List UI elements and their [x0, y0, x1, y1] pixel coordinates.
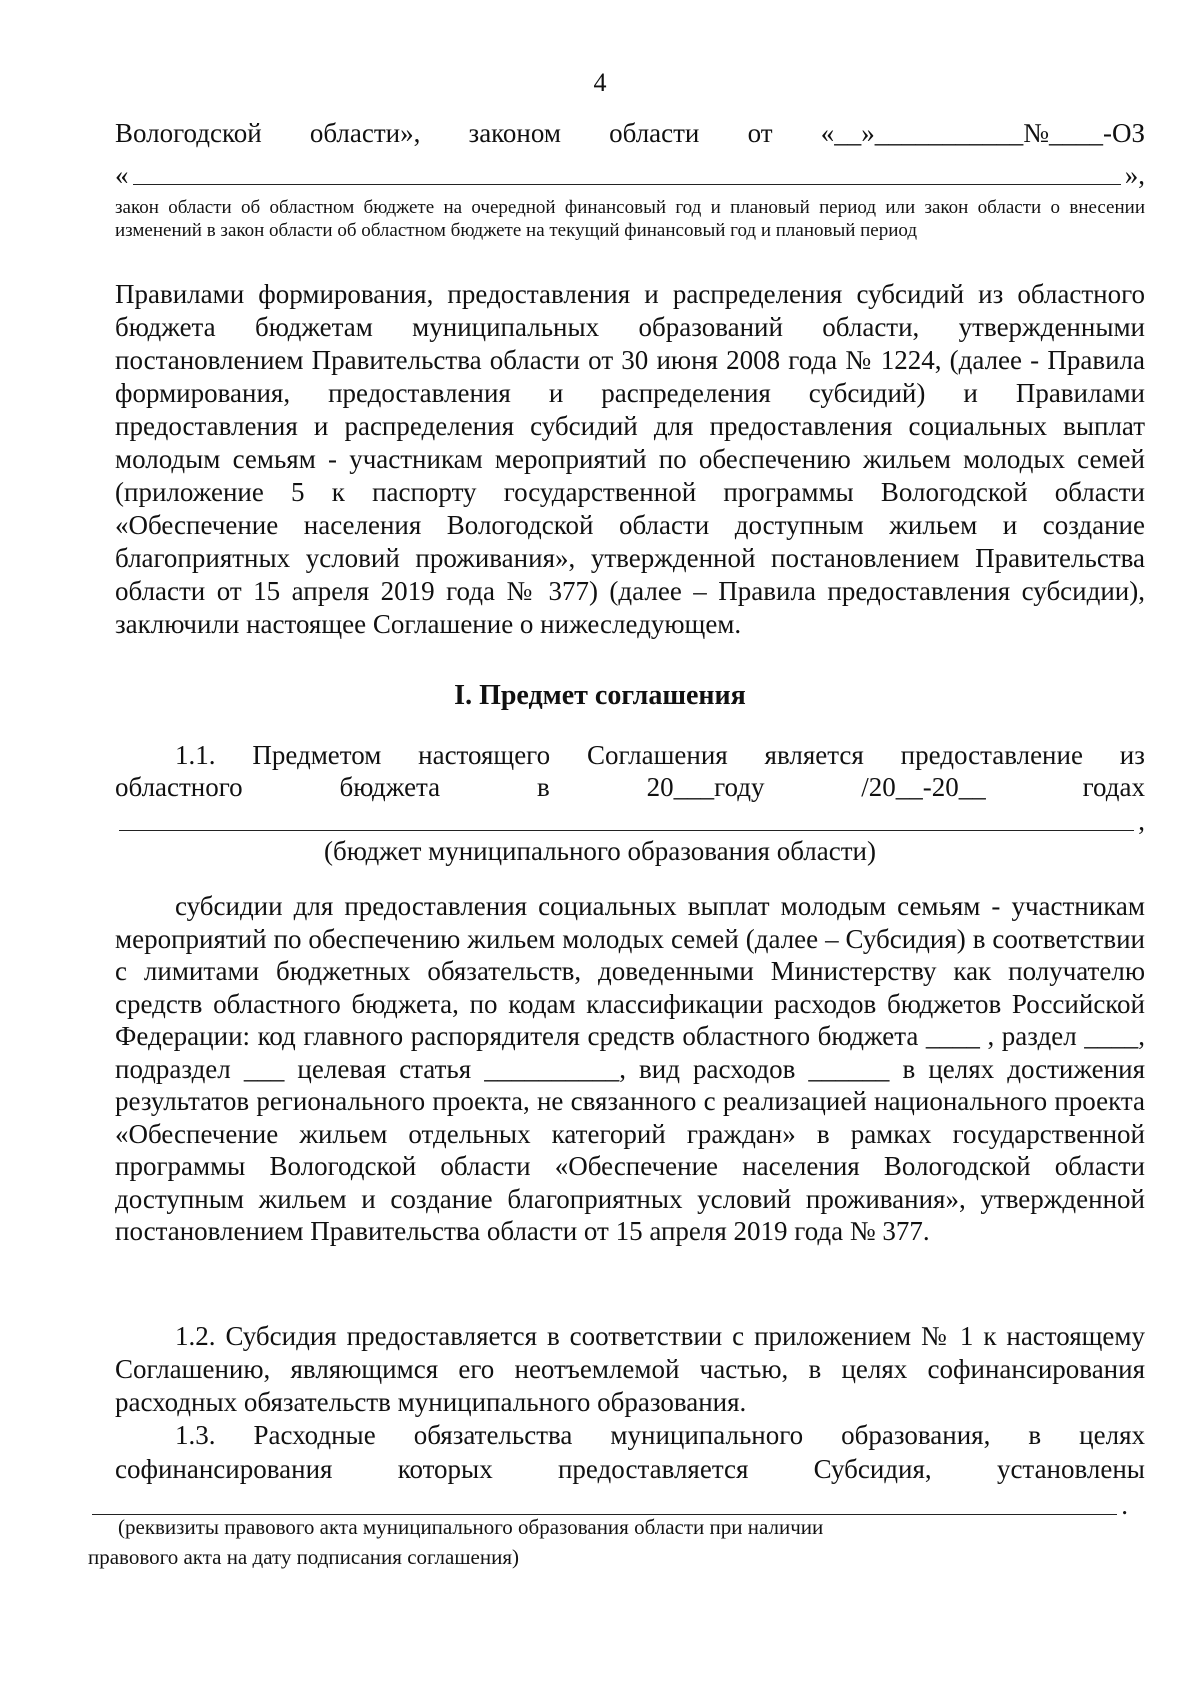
year-blank: 20___году: [646, 772, 765, 802]
law-number-blank: «__»___________№____-ОЗ: [820, 118, 1145, 148]
period: .: [1121, 1490, 1128, 1520]
word: установлены: [996, 1454, 1145, 1484]
word: софинансирования: [115, 1454, 333, 1484]
item-1-2: [115, 1320, 1145, 1419]
budget-law-note: закон области об областном бюджете на очередной финансовый год и плановый период или закон области о внесении изменений в закон области об областном бюджете на текущий финансовый год и плановый период: [115, 197, 1145, 241]
quote-open: «: [115, 160, 129, 190]
word: Предметом: [252, 740, 382, 770]
word: бюджета: [339, 772, 441, 802]
word: областного: [115, 772, 243, 802]
opening-line-1: [115, 118, 1145, 150]
municipal-budget-note: (бюджет муниципального образования области): [324, 836, 876, 866]
word: законом: [468, 118, 561, 148]
word: от: [747, 118, 773, 148]
subsidy-paragraph-text: субсидии для предоставления социальных выплат молодым семьям - участникам мероприятий по обеспечению жильем молодых семей (далее – Субсидия) в соответствии с лимитами бюджетных обязательств, доведенными Министерству как получателю средств областного бюджета, по кодам классификации расходов бюджетов Российской Федерации: код главного распорядителя средств областного бюджета ____ , раздел ____, подраздел ___ целевая статья __________, вид расходов ______ в целях достижения результатов регионального проекта, не связанного с реализацией национального проекта «Обеспечение жильем отдельных категорий граждан» в рамках государственной программы Вологодской области «Обеспечение населения Вологодской области доступным жильем и создание благоприятных условий проживания», утвержденной постановлением Правительства области от 15 апреля 2019 года № 377.: [115, 891, 1145, 1246]
legal-act-note-line-2: правового акта на дату подписания соглашения): [88, 1545, 519, 1569]
comma: ,: [1138, 806, 1145, 836]
page-number: 4: [593, 68, 607, 97]
item-1-1-line-3: [115, 806, 1145, 838]
word: области»,: [309, 118, 421, 148]
item-1-2-text: 1.2. Субсидия предоставляется в соответствии с приложением № 1 к настоящему Соглашению, являющимся его неотъемлемой частью, в целях софинансирования расходных обязательств муниципального образования.: [115, 1321, 1145, 1417]
word: является: [764, 740, 864, 770]
word: которых: [397, 1454, 493, 1484]
subsidy-paragraph: [115, 890, 1145, 1248]
legal-act-note-line-1: (реквизиты правового акта муниципального образования области при наличии: [118, 1515, 824, 1539]
item-1-3-line-1: 1.3. Расходные обязательства муниципального образования, в целях: [175, 1420, 1145, 1450]
blank-line: [133, 183, 1121, 185]
rules-paragraph: Правилами формирования, предоставления и распределения субсидий из областного бюджета бюджетам муниципальных образований области, утвержденными постановлением Правительства области от 30 июня 2008 года № 1224, (далее - Правила формирования, предоставления и распределения субсидий) и Правилами предоставления и распределения субсидий для предоставления социальных выплат молодым семьям - участникам мероприятий по обеспечению жильем молодых семей (приложение 5 к паспорту государственной программы Вологодской области «Обеспечение населения Вологодской области доступным жильем и создание благоприятных условий проживания», утвержденной постановлением Правительства области от 15 апреля 2019 года № 377) (далее – Правила предоставления субсидии), заключили настоящее Соглашение о нижеследующем.: [115, 279, 1145, 639]
word: настоящего: [418, 740, 551, 770]
item-1-1-line-2: [115, 772, 1145, 804]
item-1-3-line-2: [115, 1454, 1145, 1486]
word: в: [537, 772, 550, 802]
word: предоставляется: [557, 1454, 749, 1484]
word: Вологодской: [115, 118, 262, 148]
quote-close: »,: [1124, 160, 1145, 190]
section-heading: I. Предмет соглашения: [454, 680, 746, 711]
word: предоставление: [900, 740, 1083, 770]
word: области: [609, 118, 700, 148]
years-blank: /20__-20__: [861, 772, 986, 802]
word: Субсидия,: [813, 1454, 932, 1484]
blank-line: [119, 829, 1134, 831]
opening-line-2: [115, 160, 1145, 192]
word: годах: [1082, 772, 1145, 802]
word: 1.1.: [175, 740, 216, 770]
item-1-1-line-1: [115, 740, 1145, 772]
word: Соглашения: [586, 740, 728, 770]
word: из: [1119, 740, 1145, 770]
